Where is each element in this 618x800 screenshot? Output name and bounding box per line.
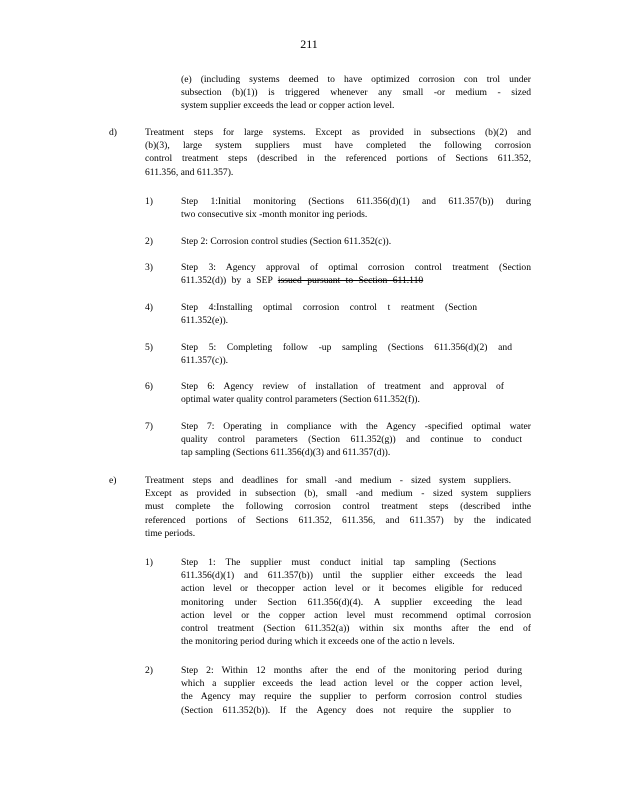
- step-line: Step 7: Operating in compliance with the Agency -specified optimal water: [181, 421, 531, 432]
- step-line: optimal water quality control parameters (Section 611.352(f)).: [181, 394, 420, 406]
- step-line: 611.357(c)).: [181, 355, 229, 367]
- step-line: Step 2: Corrosion control studies (Section 611.352(c)).: [181, 236, 392, 247]
- subsection-e-line: time periods.: [145, 527, 196, 539]
- subsection-d-line: control treatment steps (described in the referenced portions of Sections 611.352,: [145, 153, 531, 165]
- step-d3-text: [181, 261, 531, 287]
- step-line: 611.352(e)).: [181, 315, 229, 327]
- step-line: control treatment (Section 611.352(a)) within six months after the end of: [181, 623, 531, 635]
- step-line: Step 1: The supplier must conduct initial tap sampling (Sections: [181, 557, 496, 568]
- step-d5-text: [181, 341, 512, 367]
- step-d7-text: [181, 420, 531, 460]
- step-e2-text: [181, 664, 522, 717]
- subsection-e-line: referenced portions of Sections 611.352, 611.356, and 611.357) by the indicated: [145, 514, 531, 526]
- step-line: two consecutive six -month monitor ing periods.: [181, 209, 368, 221]
- step-line: which a supplier exceeds the lead action level or the copper action level,: [181, 678, 522, 690]
- step-e1-text: [181, 556, 531, 648]
- step-d1-text: [181, 195, 531, 221]
- step-line: action level or thecopper action level or it becomes eligible for reduced: [181, 583, 522, 595]
- step-label: 6): [145, 381, 153, 392]
- intro-paragraph: [181, 73, 531, 113]
- subsection-d-line: Treatment steps for large systems. Except as provided in subsections (b)(2) and: [145, 127, 531, 138]
- subsection-e-label: e): [109, 475, 117, 486]
- page-number: 211: [300, 37, 318, 51]
- step-line: (Section 611.352(b)). If the Agency does not require the supplier to: [181, 704, 511, 716]
- subsection-d-text: [145, 126, 531, 179]
- step-line: [181, 274, 531, 287]
- step-line: Step 5: Completing follow -up sampling (Sections 611.356(d)(2) and: [181, 342, 512, 353]
- step-label: 1): [145, 557, 153, 568]
- step-line: Step 4:Installing optimal corrosion control t reatment (Section: [181, 302, 477, 313]
- subsection-d-label: d): [109, 127, 117, 138]
- step-line: 611.356(d)(1) and 611.357(b)) until the supplier either exceeds the lead: [181, 570, 522, 582]
- step-line: quality control parameters (Section 611.352(g)) and continue to conduct: [181, 434, 522, 446]
- struck-text: issued pursuant to Section 611.110: [277, 275, 424, 287]
- step-line: the Agency may require the supplier to perform corrosion control studies: [181, 691, 522, 703]
- step-d4-text: [181, 301, 477, 327]
- intro-line: subsection (b)(1)) is triggered whenever any small -or medium - sized: [181, 87, 531, 99]
- step-line: action level or the copper action level must recommend optimal corrosion: [181, 609, 531, 621]
- step-line: monitoring under Section 611.356(d)(4). A supplier exceeding the lead: [181, 596, 522, 608]
- step-label: 7): [145, 421, 153, 432]
- step-label: 4): [145, 302, 153, 313]
- step-label: 1): [145, 196, 153, 207]
- step-line: Step 6: Agency review of installation of treatment and approval of: [181, 381, 504, 392]
- subsection-d-line: 611.356, and 611.357).: [145, 166, 234, 178]
- step-line-text: 611.352(d)) by a SEP: [181, 275, 273, 287]
- step-d2-text: [181, 235, 531, 248]
- intro-line: (e) (including systems deemed to have optimized corrosion con trol under: [181, 74, 531, 85]
- step-label: 5): [145, 342, 153, 353]
- step-line: the monitoring period during which it exceeds one of the actio n levels.: [181, 636, 455, 648]
- subsection-e-line: must complete the following corrosion control treatment steps (described inthe: [145, 501, 531, 513]
- step-line: Step 3: Agency approval of optimal corrosion control treatment (Section: [181, 262, 531, 273]
- step-d6-text: [181, 380, 504, 406]
- subsection-e-text: [145, 474, 531, 540]
- subsection-e-line: Except as provided in subsection (b), small -and medium - sized system suppliers: [145, 488, 531, 500]
- subsection-d-line: (b)(3), large system suppliers must have completed the following corrosion: [145, 140, 531, 152]
- step-line: Step 2: Within 12 months after the end of the monitoring period during: [181, 665, 522, 676]
- intro-line: system supplier exceeds the lead or copper action level.: [181, 100, 395, 112]
- step-line: Step 1:Initial monitoring (Sections 611.356(d)(1) and 611.357(b)) during: [181, 196, 531, 207]
- step-label: 3): [145, 262, 153, 273]
- step-label: 2): [145, 665, 153, 676]
- subsection-e-line: Treatment steps and deadlines for small -and medium - sized system suppliers.: [145, 475, 511, 486]
- step-line: tap sampling (Sections 611.356(d)(3) and 611.357(d)).: [181, 447, 391, 459]
- step-label: 2): [145, 236, 153, 247]
